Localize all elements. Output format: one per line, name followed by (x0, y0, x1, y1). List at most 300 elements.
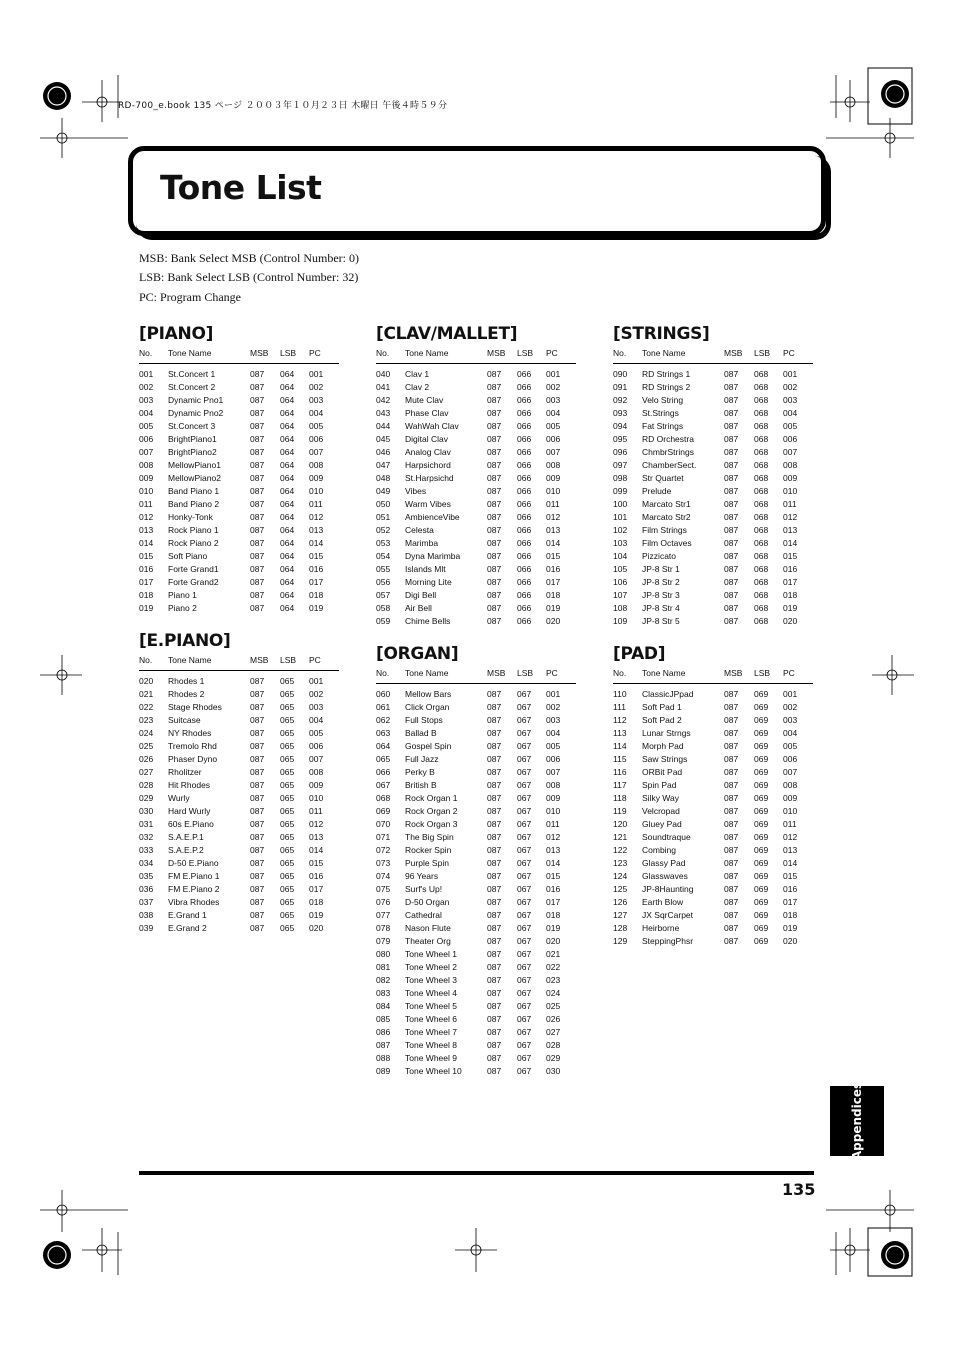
col-pc: 002 (546, 382, 561, 392)
col-lsb: 066 (517, 577, 532, 587)
table-row (139, 472, 339, 485)
col-no: 121 (613, 832, 628, 842)
col-pc: 006 (546, 434, 561, 444)
col-no: 114 (613, 741, 627, 751)
col-msb: 087 (724, 421, 739, 431)
table-row (139, 537, 339, 550)
col-msb: 087 (487, 421, 502, 431)
col-msb: 087 (487, 382, 502, 392)
col-lsb: 066 (517, 486, 532, 496)
legend-pc: PC: Program Change (139, 290, 241, 304)
col-pc: 019 (546, 603, 561, 613)
col-pc: 014 (309, 845, 324, 855)
col-lsb: 064 (280, 434, 295, 444)
col-no: 071 (376, 832, 391, 842)
col-msb: 087 (487, 806, 502, 816)
col-pc: 023 (546, 975, 561, 985)
col-lsb: 064 (280, 408, 295, 418)
col-lsb: 067 (517, 988, 532, 998)
col-pc: 010 (783, 486, 798, 496)
col-tone-name: Perky B (405, 767, 435, 777)
col-lsb: 069 (754, 741, 769, 751)
col-pc: 007 (546, 447, 561, 457)
col-lsb: 065 (280, 884, 295, 894)
table-row (613, 883, 813, 896)
col-no: 065 (376, 754, 391, 764)
header-col-pc: PC (309, 348, 321, 358)
col-lsb: 065 (280, 858, 295, 868)
col-no: 122 (613, 845, 628, 855)
col-no: 100 (613, 499, 628, 509)
col-lsb: 069 (754, 780, 769, 790)
col-tone-name: Dynamic Pno2 (168, 408, 224, 418)
col-no: 060 (376, 689, 391, 699)
table-row (376, 792, 576, 805)
col-msb: 087 (487, 408, 502, 418)
col-lsb: 068 (754, 499, 769, 509)
col-no: 020 (139, 676, 154, 686)
col-tone-name: E.Grand 1 (168, 910, 207, 920)
col-msb: 087 (250, 499, 265, 509)
col-msb: 087 (487, 564, 502, 574)
col-tone-name: Celesta (405, 525, 434, 535)
table-row (613, 498, 813, 511)
col-tone-name: Cathedral (405, 910, 442, 920)
header-col-msb: MSB (724, 348, 743, 358)
col-pc: 002 (309, 382, 324, 392)
col-msb: 087 (724, 897, 739, 907)
col-pc: 008 (309, 767, 324, 777)
col-tone-name: Pizzicato (642, 551, 677, 561)
col-lsb: 064 (280, 538, 295, 548)
col-tone-name: Digi Bell (405, 590, 437, 600)
table-row (376, 701, 576, 714)
col-no: 068 (376, 793, 391, 803)
table-row (376, 987, 576, 1000)
col-pc: 014 (546, 538, 561, 548)
col-msb: 087 (724, 616, 739, 626)
col-no: 069 (376, 806, 391, 816)
table-row (139, 524, 339, 537)
col-lsb: 068 (754, 551, 769, 561)
col-no: 007 (139, 447, 154, 457)
col-pc: 016 (783, 564, 798, 574)
col-lsb: 068 (754, 421, 769, 431)
table-row (613, 472, 813, 485)
col-no: 029 (139, 793, 154, 803)
col-no: 056 (376, 577, 391, 587)
col-tone-name: Tone Wheel 1 (405, 949, 457, 959)
col-msb: 087 (487, 832, 502, 842)
col-tone-name: Wurly (168, 793, 190, 803)
table-row (139, 407, 339, 420)
col-no: 073 (376, 858, 391, 868)
table-row (613, 727, 813, 740)
table-row (613, 563, 813, 576)
col-tone-name: British B (405, 780, 437, 790)
col-msb: 087 (250, 486, 265, 496)
col-pc: 005 (309, 728, 324, 738)
table-row (376, 961, 576, 974)
col-msb: 087 (487, 845, 502, 855)
col-tone-name: Islands Mlt (405, 564, 446, 574)
col-tone-name: SteppingPhsr (642, 936, 694, 946)
header-col-tone-name: Tone Name (405, 668, 449, 678)
section-pad (613, 642, 813, 948)
table-row (613, 459, 813, 472)
page-title: Tone List (160, 168, 322, 207)
col-tone-name: Band Piano 2 (168, 499, 220, 509)
col-tone-name: Velcropad (642, 806, 680, 816)
col-lsb: 068 (754, 434, 769, 444)
col-tone-name: Rock Organ 3 (405, 819, 458, 829)
col-lsb: 066 (517, 382, 532, 392)
col-msb: 087 (724, 858, 739, 868)
col-msb: 087 (487, 434, 502, 444)
col-no: 083 (376, 988, 391, 998)
file-header: RD-700_e.book 135 ページ ２００３年１０月２３日 木曜日 午後４時５９分 (118, 101, 448, 111)
col-lsb: 064 (280, 369, 295, 379)
col-msb: 087 (724, 603, 739, 613)
col-msb: 087 (250, 806, 265, 816)
header-col-msb: MSB (487, 668, 506, 678)
table-row (613, 550, 813, 563)
col-tone-name: Mellow Bars (405, 689, 452, 699)
col-msb: 087 (724, 577, 739, 587)
col-msb: 087 (250, 845, 265, 855)
table-row (613, 524, 813, 537)
col-no: 128 (613, 923, 628, 933)
col-no: 086 (376, 1027, 391, 1037)
col-lsb: 064 (280, 525, 295, 535)
col-pc: 002 (546, 702, 561, 712)
col-pc: 004 (309, 715, 324, 725)
col-tone-name: Spin Pad (642, 780, 677, 790)
col-no: 075 (376, 884, 391, 894)
col-msb: 087 (250, 728, 265, 738)
table-row (376, 1039, 576, 1052)
col-no: 037 (139, 897, 154, 907)
table-row (613, 381, 813, 394)
table-row (613, 831, 813, 844)
col-tone-name: Marcato Str2 (642, 512, 691, 522)
col-msb: 087 (724, 819, 739, 829)
col-msb: 087 (724, 793, 739, 803)
col-no: 048 (376, 473, 391, 483)
col-pc: 020 (546, 936, 561, 946)
col-pc: 008 (546, 460, 561, 470)
col-msb: 087 (487, 512, 502, 522)
col-lsb: 066 (517, 564, 532, 574)
table-row (376, 459, 576, 472)
table-row (376, 472, 576, 485)
col-lsb: 068 (754, 447, 769, 457)
header-col-lsb: LSB (754, 668, 771, 678)
col-pc: 018 (783, 910, 798, 920)
col-tone-name: Click Organ (405, 702, 450, 712)
col-no: 023 (139, 715, 154, 725)
col-pc: 009 (546, 793, 561, 803)
col-tone-name: St.Concert 2 (168, 382, 216, 392)
col-pc: 017 (783, 897, 798, 907)
table-row (376, 498, 576, 511)
col-tone-name: The Big Spin (405, 832, 454, 842)
table-row (613, 779, 813, 792)
col-lsb: 068 (754, 538, 769, 548)
table-row (613, 805, 813, 818)
header-col-lsb: LSB (754, 348, 771, 358)
table-row (139, 792, 339, 805)
col-no: 090 (613, 369, 628, 379)
col-no: 055 (376, 564, 391, 574)
col-msb: 087 (250, 460, 265, 470)
col-msb: 087 (724, 871, 739, 881)
col-msb: 087 (250, 793, 265, 803)
col-lsb: 065 (280, 793, 295, 803)
col-no: 125 (613, 884, 628, 894)
col-no: 050 (376, 499, 391, 509)
col-lsb: 067 (517, 949, 532, 959)
col-lsb: 067 (517, 806, 532, 816)
col-lsb: 069 (754, 936, 769, 946)
col-pc: 003 (309, 702, 324, 712)
col-pc: 013 (783, 845, 798, 855)
header-col-pc: PC (546, 668, 558, 678)
col-pc: 005 (546, 421, 561, 431)
col-tone-name: Soft Piano (168, 551, 208, 561)
header-col-tone-name: Tone Name (405, 348, 449, 358)
col-lsb: 064 (280, 603, 295, 613)
col-tone-name: Soft Pad 1 (642, 702, 682, 712)
col-msb: 087 (250, 473, 265, 483)
col-lsb: 067 (517, 689, 532, 699)
col-pc: 016 (546, 564, 561, 574)
table-row (139, 870, 339, 883)
col-tone-name: Analog Clav (405, 447, 451, 457)
col-tone-name: St.Concert 1 (168, 369, 216, 379)
col-no: 003 (139, 395, 154, 405)
col-tone-name: Theater Org (405, 936, 451, 946)
col-tone-name: Gluey Pad (642, 819, 682, 829)
table-row (613, 857, 813, 870)
col-no: 026 (139, 754, 154, 764)
table-row (613, 420, 813, 433)
col-no: 104 (613, 551, 628, 561)
col-no: 016 (139, 564, 154, 574)
col-no: 098 (613, 473, 628, 483)
col-lsb: 068 (754, 564, 769, 574)
col-lsb: 068 (754, 590, 769, 600)
col-pc: 026 (546, 1014, 561, 1024)
col-msb: 087 (487, 1001, 502, 1011)
col-no: 019 (139, 603, 154, 613)
col-msb: 087 (487, 1040, 502, 1050)
col-msb: 087 (487, 551, 502, 561)
appendices-tab-label: Appendices (850, 1081, 864, 1161)
table-header (613, 348, 813, 364)
table-row (613, 792, 813, 805)
header-col-pc: PC (546, 348, 558, 358)
col-msb: 087 (250, 832, 265, 842)
col-no: 105 (613, 564, 628, 574)
col-pc: 011 (546, 819, 560, 829)
col-tone-name: Glassy Pad (642, 858, 686, 868)
col-tone-name: Rock Piano 2 (168, 538, 219, 548)
col-no: 110 (613, 689, 627, 699)
table-row (613, 701, 813, 714)
col-lsb: 066 (517, 603, 532, 613)
table-row (376, 602, 576, 615)
col-lsb: 069 (754, 806, 769, 816)
col-no: 024 (139, 728, 154, 738)
col-tone-name: Air Bell (405, 603, 432, 613)
col-no: 031 (139, 819, 154, 829)
col-no: 074 (376, 871, 391, 881)
col-pc: 007 (546, 767, 561, 777)
col-msb: 087 (724, 590, 739, 600)
col-msb: 087 (487, 616, 502, 626)
col-msb: 087 (250, 767, 265, 777)
col-lsb: 064 (280, 486, 295, 496)
col-pc: 015 (783, 551, 798, 561)
col-pc: 014 (309, 538, 324, 548)
table-row (376, 485, 576, 498)
col-msb: 087 (724, 551, 739, 561)
col-msb: 087 (724, 408, 739, 418)
col-tone-name: WahWah Clav (405, 421, 459, 431)
col-pc: 018 (546, 590, 561, 600)
col-pc: 018 (546, 910, 561, 920)
col-no: 087 (376, 1040, 391, 1050)
col-pc: 009 (783, 473, 798, 483)
col-msb: 087 (250, 715, 265, 725)
col-pc: 008 (783, 780, 798, 790)
col-pc: 019 (783, 603, 798, 613)
col-lsb: 068 (754, 395, 769, 405)
table-header (613, 668, 813, 684)
col-no: 002 (139, 382, 154, 392)
col-lsb: 064 (280, 499, 295, 509)
col-pc: 016 (309, 871, 324, 881)
col-no: 113 (613, 728, 627, 738)
col-msb: 087 (724, 923, 739, 933)
col-lsb: 069 (754, 702, 769, 712)
col-lsb: 067 (517, 832, 532, 842)
col-lsb: 068 (754, 577, 769, 587)
col-lsb: 069 (754, 923, 769, 933)
col-msb: 087 (487, 395, 502, 405)
col-no: 018 (139, 590, 154, 600)
col-lsb: 069 (754, 871, 769, 881)
table-row (139, 576, 339, 589)
col-no: 106 (613, 577, 628, 587)
col-tone-name: ChmbrStrings (642, 447, 694, 457)
table-row (139, 688, 339, 701)
col-lsb: 066 (517, 447, 532, 457)
col-no: 091 (613, 382, 628, 392)
table-row (139, 857, 339, 870)
col-pc: 007 (783, 447, 798, 457)
col-pc: 029 (546, 1053, 561, 1063)
col-no: 010 (139, 486, 154, 496)
col-msb: 087 (250, 538, 265, 548)
table-row (376, 537, 576, 550)
table-row (613, 537, 813, 550)
col-lsb: 064 (280, 564, 295, 574)
col-no: 011 (139, 499, 153, 509)
table-row (376, 779, 576, 792)
section-clav-mallet (376, 322, 576, 628)
col-no: 030 (139, 806, 154, 816)
col-pc: 007 (783, 767, 798, 777)
col-pc: 021 (546, 949, 561, 959)
col-msb: 087 (487, 702, 502, 712)
col-lsb: 069 (754, 754, 769, 764)
col-no: 092 (613, 395, 628, 405)
col-pc: 012 (783, 832, 798, 842)
header-col-msb: MSB (250, 655, 269, 665)
col-pc: 001 (783, 689, 798, 699)
table-header (139, 655, 339, 671)
table-row (613, 818, 813, 831)
table-row (613, 688, 813, 701)
col-msb: 087 (250, 382, 265, 392)
col-no: 067 (376, 780, 391, 790)
col-no: 076 (376, 897, 391, 907)
col-tone-name: Chime Bells (405, 616, 451, 626)
col-lsb: 069 (754, 845, 769, 855)
col-lsb: 066 (517, 590, 532, 600)
col-pc: 004 (546, 728, 561, 738)
col-pc: 015 (546, 551, 561, 561)
col-pc: 025 (546, 1001, 561, 1011)
table-row (139, 701, 339, 714)
col-no: 096 (613, 447, 628, 457)
header-col-lsb: LSB (280, 655, 297, 665)
col-msb: 087 (724, 538, 739, 548)
col-pc: 017 (309, 884, 324, 894)
col-msb: 087 (250, 395, 265, 405)
col-pc: 003 (783, 715, 798, 725)
col-msb: 087 (250, 421, 265, 431)
col-msb: 087 (724, 832, 739, 842)
col-lsb: 064 (280, 590, 295, 600)
col-tone-name: Marcato Str1 (642, 499, 691, 509)
col-msb: 087 (250, 369, 265, 379)
table-row (613, 753, 813, 766)
col-lsb: 066 (517, 395, 532, 405)
col-msb: 087 (724, 845, 739, 855)
col-lsb: 064 (280, 382, 295, 392)
col-tone-name: Rocker Spin (405, 845, 452, 855)
col-pc: 001 (546, 369, 561, 379)
col-pc: 020 (783, 616, 798, 626)
col-lsb: 067 (517, 1027, 532, 1037)
col-tone-name: Nason Flute (405, 923, 451, 933)
col-pc: 009 (309, 780, 324, 790)
col-pc: 011 (309, 806, 323, 816)
col-pc: 004 (309, 408, 324, 418)
col-msb: 087 (487, 767, 502, 777)
col-no: 066 (376, 767, 391, 777)
col-lsb: 068 (754, 473, 769, 483)
col-no: 112 (613, 715, 627, 725)
col-msb: 087 (250, 871, 265, 881)
col-tone-name: ORBit Pad (642, 767, 683, 777)
legend-msb: MSB: Bank Select MSB (Control Number: 0) (139, 251, 359, 265)
col-no: 021 (139, 689, 154, 699)
col-no: 063 (376, 728, 391, 738)
